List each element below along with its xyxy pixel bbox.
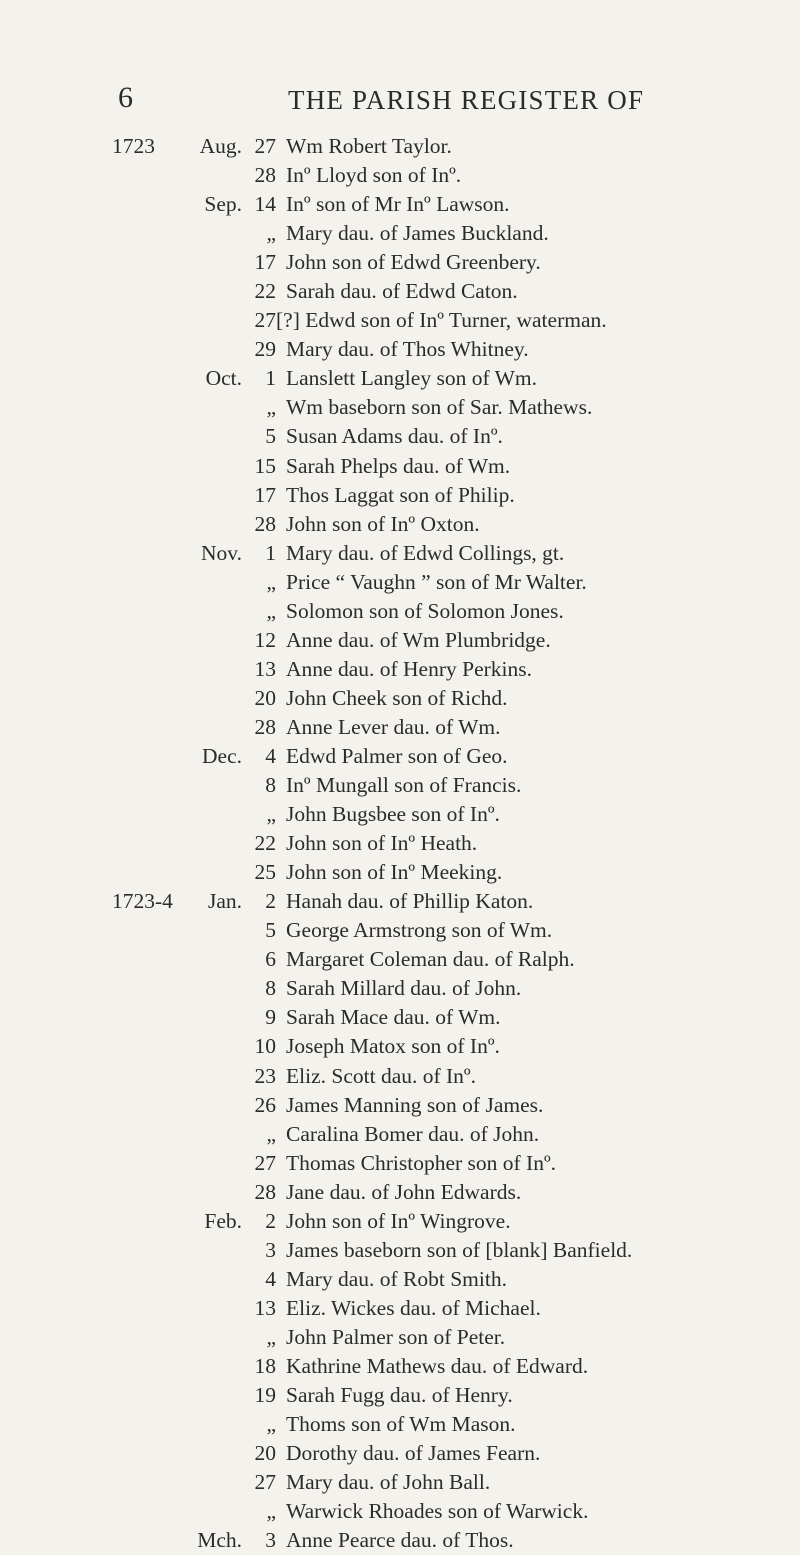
- register-entry: [0, 887, 800, 916]
- entry-text: John son of Inº Heath.: [286, 831, 478, 856]
- register-entry: [0, 1236, 800, 1265]
- register-entry: [0, 190, 800, 219]
- entry-day: 5: [265, 424, 276, 449]
- entry-day: „: [266, 1412, 276, 1437]
- entry-day: 18: [254, 1353, 276, 1378]
- register-entry: [0, 1207, 800, 1236]
- entry-text: [?] Edwd son of Inº Turner, waterman.: [276, 308, 607, 333]
- entry-day: 27: [254, 308, 276, 333]
- entry-text: John Cheek son of Richd.: [286, 685, 508, 710]
- entry-text: George Armstrong son of Wm.: [286, 918, 553, 943]
- entry-day: 2: [265, 1208, 276, 1233]
- entry-text: Dorothy dau. of James Fearn.: [286, 1441, 541, 1466]
- entry-month: Aug.: [199, 134, 242, 158]
- register-entry: [0, 364, 800, 393]
- entry-day: 5: [265, 918, 276, 943]
- register-entry: [0, 1062, 800, 1091]
- register-entry: [0, 1439, 800, 1468]
- entry-text: Jane dau. of John Edwards.: [286, 1179, 522, 1204]
- register-entry: [0, 742, 800, 771]
- entry-day: 2: [265, 889, 276, 914]
- entry-day: „: [266, 598, 276, 623]
- register-entry: [0, 277, 800, 306]
- entry-text: John son of Inº Oxton.: [286, 511, 480, 536]
- register-entry: [0, 1294, 800, 1323]
- register-entry: [0, 248, 800, 277]
- entry-text: John son of Edwd Greenbery.: [286, 250, 541, 275]
- entry-text: Wm baseborn son of Sar. Mathews.: [286, 395, 593, 420]
- entry-day: 8: [265, 773, 276, 798]
- register-entry: [0, 1178, 800, 1207]
- entry-text: John son of Inº Meeking.: [286, 860, 503, 885]
- entry-text: Sarah Mace dau. of Wm.: [286, 1005, 501, 1030]
- register-entry: [0, 626, 800, 655]
- entry-day: 3: [265, 1237, 276, 1262]
- entry-text: Sarah Phelps dau. of Wm.: [286, 453, 511, 478]
- entry-text: Lanslett Langley son of Wm.: [286, 366, 537, 391]
- register-entry: [0, 510, 800, 539]
- entry-text: James baseborn son of [blank] Banfield.: [286, 1237, 633, 1262]
- entry-text: John Palmer son of Peter.: [286, 1324, 506, 1349]
- register-entry: [0, 1352, 800, 1381]
- register-entry: [0, 393, 800, 422]
- register-entry: [0, 800, 800, 829]
- entry-day: 13: [254, 1295, 276, 1320]
- register-entry: [0, 1091, 800, 1120]
- running-head: THE PARISH REGISTER OF: [288, 85, 645, 115]
- entry-text: Anne dau. of Henry Perkins.: [286, 656, 533, 681]
- entry-text: Mary dau. of James Buckland.: [286, 221, 549, 246]
- entry-day: 22: [254, 279, 276, 304]
- register-entry: [0, 1526, 800, 1555]
- register-entry: [0, 858, 800, 887]
- entry-text: Inº Lloyd son of Inº.: [286, 163, 462, 188]
- entry-month: Oct.: [205, 366, 242, 391]
- entry-day: „: [266, 1499, 276, 1524]
- entry-day: 13: [254, 656, 276, 681]
- register-entry: [0, 713, 800, 742]
- register-entry: [0, 1497, 800, 1526]
- entry-text: John Bugsbee son of Inº.: [286, 802, 500, 827]
- entry-month: Jan.: [207, 889, 242, 914]
- entry-text: Anne Pearce dau. of Thos.: [286, 1528, 514, 1553]
- register-entry: [0, 1381, 800, 1410]
- entry-day: 9: [265, 1005, 276, 1030]
- entry-day: 25: [254, 860, 276, 885]
- entry-day: 8: [265, 976, 276, 1001]
- entry-day: 19: [254, 1383, 276, 1408]
- register-entries: [0, 132, 800, 1555]
- entry-day: 17: [254, 250, 276, 275]
- register-entry: [0, 568, 800, 597]
- register-entry: [0, 481, 800, 510]
- register-entry: [0, 1323, 800, 1352]
- register-entry: [0, 1003, 800, 1032]
- entry-text: Solomon son of Solomon Jones.: [286, 598, 564, 623]
- entry-text: Joseph Matox son of Inº.: [286, 1034, 500, 1059]
- register-entry: [0, 422, 800, 451]
- entry-day: 17: [254, 482, 276, 507]
- entry-day: 3: [265, 1528, 276, 1553]
- entry-text: Caralina Bomer dau. of John.: [286, 1121, 540, 1146]
- entry-text: Mary dau. of Robt Smith.: [286, 1266, 507, 1291]
- register-entry: [0, 945, 800, 974]
- entry-year: 1723: [112, 134, 155, 158]
- entry-day: 28: [254, 163, 276, 188]
- entry-day: 27: [254, 134, 276, 158]
- entry-text: John son of Inº Wingrove.: [286, 1208, 511, 1233]
- register-entry: [0, 916, 800, 945]
- register-entry: [0, 1149, 800, 1178]
- entry-month: Feb.: [204, 1208, 242, 1233]
- register-entry: [0, 219, 800, 248]
- entry-day: „: [266, 395, 276, 420]
- register-entry: [0, 1032, 800, 1061]
- entry-year: 1723-4: [112, 889, 173, 914]
- register-entry: [0, 161, 800, 190]
- entry-day: 1: [265, 366, 276, 391]
- entry-text: Anne Lever dau. of Wm.: [286, 714, 501, 739]
- entry-text: Mary dau. of Thos Whitney.: [286, 337, 529, 362]
- entry-text: Mary dau. of John Ball.: [286, 1470, 491, 1495]
- register-entry: [0, 132, 800, 161]
- entry-text: Sarah Fugg dau. of Henry.: [286, 1383, 513, 1408]
- entry-month: Mch.: [197, 1528, 242, 1553]
- entry-day: 20: [254, 685, 276, 710]
- entry-day: „: [266, 802, 276, 827]
- entry-text: Eliz. Scott dau. of Inº.: [286, 1063, 476, 1088]
- entry-month: Dec.: [202, 743, 242, 768]
- entry-text: Price “ Vaughn ” son of Mr Walter.: [286, 569, 587, 594]
- entry-day: 29: [254, 337, 276, 362]
- entry-day: 4: [265, 1266, 276, 1291]
- entry-text: Thomas Christopher son of Inº.: [286, 1150, 557, 1175]
- entry-text: Susan Adams dau. of Inº.: [286, 424, 503, 449]
- entry-day: 27: [254, 1150, 276, 1175]
- entry-text: Edwd Palmer son of Geo.: [286, 743, 508, 768]
- entry-day: 20: [254, 1441, 276, 1466]
- entry-day: „: [266, 221, 276, 246]
- entry-text: Wm Robert Taylor.: [286, 134, 452, 158]
- entry-text: Warwick Rhoades son of Warwick.: [286, 1499, 589, 1524]
- entry-text: Sarah Millard dau. of John.: [286, 976, 522, 1001]
- entry-day: 28: [254, 511, 276, 536]
- register-entry: [0, 655, 800, 684]
- entry-day: 12: [254, 627, 276, 652]
- entry-day: „: [266, 1121, 276, 1146]
- register-entry: [0, 974, 800, 1003]
- register-entry: [0, 539, 800, 568]
- entry-text: Hanah dau. of Phillip Katon.: [286, 889, 534, 914]
- entry-day: 28: [254, 714, 276, 739]
- entry-text: Mary dau. of Edwd Collings, gt.: [286, 540, 565, 565]
- entry-month: Nov.: [200, 540, 242, 565]
- entry-text: Sarah dau. of Edwd Caton.: [286, 279, 518, 304]
- register-entry: [0, 597, 800, 626]
- register-entry: [0, 335, 800, 364]
- register-entry: [0, 1265, 800, 1294]
- entry-text: Inº son of Mr Inº Lawson.: [286, 192, 510, 217]
- entry-day: 22: [254, 831, 276, 856]
- entry-text: Anne dau. of Wm Plumbridge.: [286, 627, 551, 652]
- entry-day: 28: [254, 1179, 276, 1204]
- entry-day: 10: [254, 1034, 276, 1059]
- register-entry: [0, 771, 800, 800]
- entry-day: 15: [254, 453, 276, 478]
- register-entry: [0, 1120, 800, 1149]
- entry-day: 6: [265, 947, 276, 972]
- register-entry: [0, 1468, 800, 1497]
- entry-day: 23: [254, 1063, 276, 1088]
- entry-text: Thos Laggat son of Philip.: [286, 482, 515, 507]
- entry-text: Margaret Coleman dau. of Ralph.: [286, 947, 575, 972]
- register-entry: [0, 1410, 800, 1439]
- entry-day: 27: [254, 1470, 276, 1495]
- entry-text: Eliz. Wickes dau. of Michael.: [286, 1295, 541, 1320]
- entry-day: 4: [265, 743, 276, 768]
- entry-day: 1: [265, 540, 276, 565]
- entry-text: Inº Mungall son of Francis.: [286, 773, 522, 798]
- entry-month: Sep.: [204, 192, 242, 217]
- entry-day: „: [266, 1324, 276, 1349]
- entry-text: James Manning son of James.: [286, 1092, 544, 1117]
- entry-text: Thoms son of Wm Mason.: [286, 1412, 516, 1437]
- register-entry: [0, 829, 800, 858]
- entry-day: 26: [254, 1092, 276, 1117]
- register-entry: [0, 306, 800, 335]
- entry-text: Kathrine Mathews dau. of Edward.: [286, 1353, 589, 1378]
- entry-day: „: [266, 569, 276, 594]
- entry-day: 14: [254, 192, 276, 217]
- page-number: 6: [118, 81, 133, 114]
- register-entry: [0, 452, 800, 481]
- register-entry: [0, 684, 800, 713]
